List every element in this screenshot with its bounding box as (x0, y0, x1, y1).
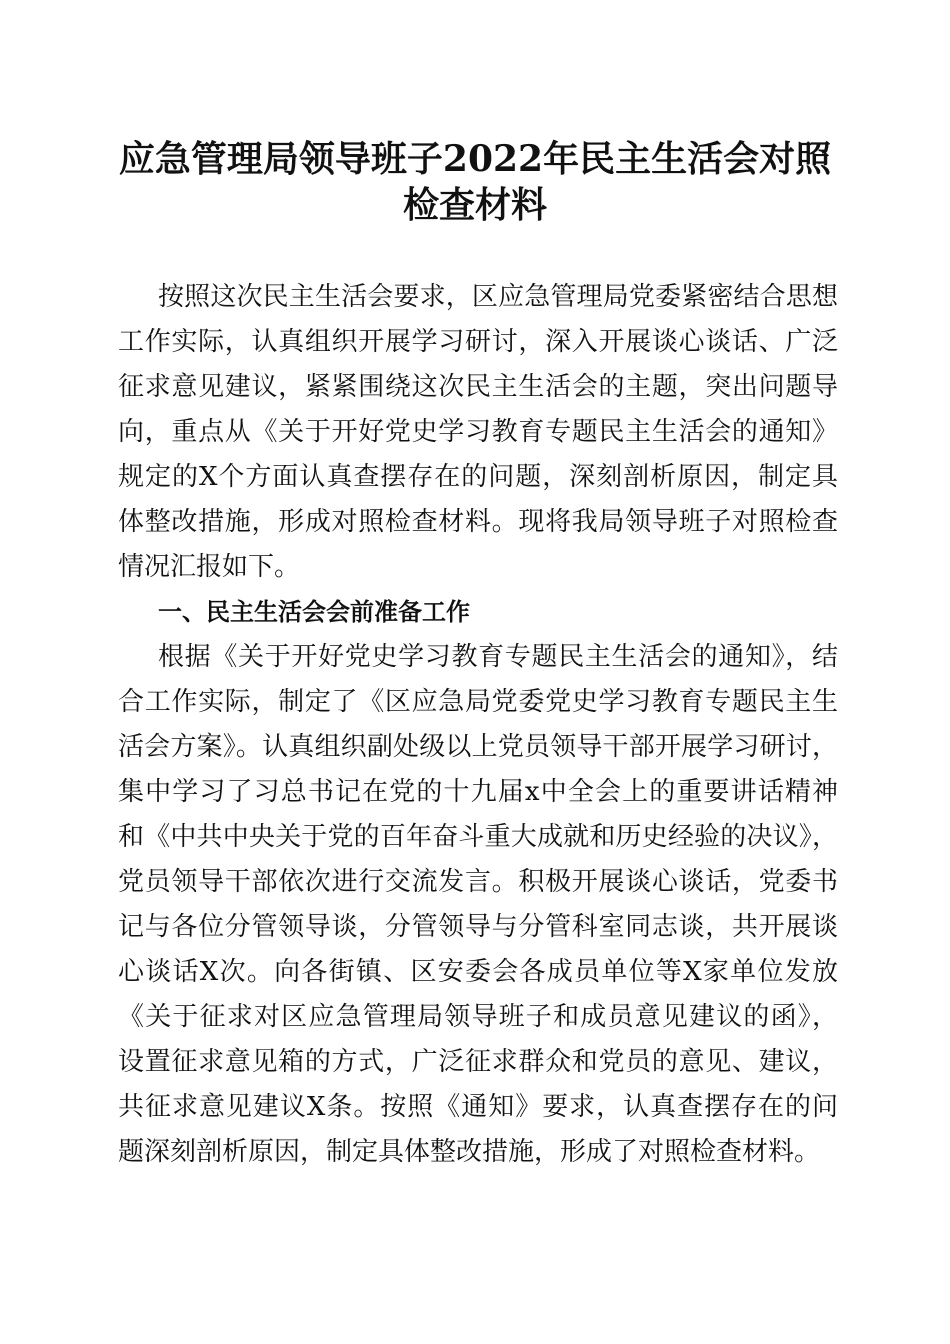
section-1-paragraph-line: 共征求意见建议X条。按照《通知》要求，认真查摆存在的问 (118, 1092, 838, 1122)
intro-paragraph-line: 向，重点从《关于开好党史学习教育专题民主生活会的通知》 (118, 417, 838, 447)
section-1-paragraph-line: 党员领导干部依次进行交流发言。积极开展谈心谈话，党委书 (118, 867, 838, 897)
section-1-paragraph-line: 设置征求意见箱的方式，广泛征求群众和党员的意见、建议， (118, 1047, 838, 1077)
section-1-paragraph-line: 根据《关于开好党史学习教育专题民主生活会的通知》，结 (158, 642, 838, 672)
section-1-paragraph-line: 心谈话X次。向各街镇、区安委会各成员单位等X家单位发放 (118, 957, 838, 987)
section-1-paragraph-line: 集中学习了习总书记在党的十九届x中全会上的重要讲话精神 (118, 777, 838, 807)
intro-paragraph-line: 工作实际，认真组织开展学习研讨，深入开展谈心谈话、广泛 (118, 327, 838, 357)
section-1-paragraph-line: 活会方案》。认真组织副处级以上党员领导干部开展学习研讨， (118, 732, 838, 762)
document-title-line-1: 应急管理局领导班子2022年民主生活会对照 (118, 138, 832, 180)
document-title-line-2: 检查材料 (402, 184, 547, 226)
section-1-paragraph-line: 和《中共中央关于党的百年奋斗重大成就和历史经验的决议》， (118, 822, 838, 852)
section-1-paragraph-line: 记与各位分管领导谈，分管领导与分管科室同志谈，共开展谈 (118, 912, 838, 942)
section-1-heading: 一、民主生活会会前准备工作 (158, 598, 470, 626)
intro-paragraph-line: 按照这次民主生活会要求，区应急管理局党委紧密结合思想 (158, 282, 838, 312)
intro-paragraph-line: 征求意见建议，紧紧围绕这次民主生活会的主题，突出问题导 (118, 372, 838, 402)
section-1-paragraph-line: 《关于征求对区应急管理局领导班子和成员意见建议的函》， (118, 1002, 838, 1032)
intro-paragraph-line: 规定的X个方面认真查摆存在的问题，深刻剖析原因，制定具 (118, 462, 838, 492)
intro-paragraph-line: 情况汇报如下。 (118, 552, 301, 582)
section-1-paragraph-line: 题深刻剖析原因，制定具体整改措施，形成了对照检查材料。 (118, 1137, 821, 1167)
intro-paragraph-line: 体整改措施，形成对照检查材料。现将我局领导班子对照检查 (118, 507, 838, 537)
section-1-paragraph-line: 合工作实际，制定了《区应急局党委党史学习教育专题民主生 (118, 687, 838, 717)
